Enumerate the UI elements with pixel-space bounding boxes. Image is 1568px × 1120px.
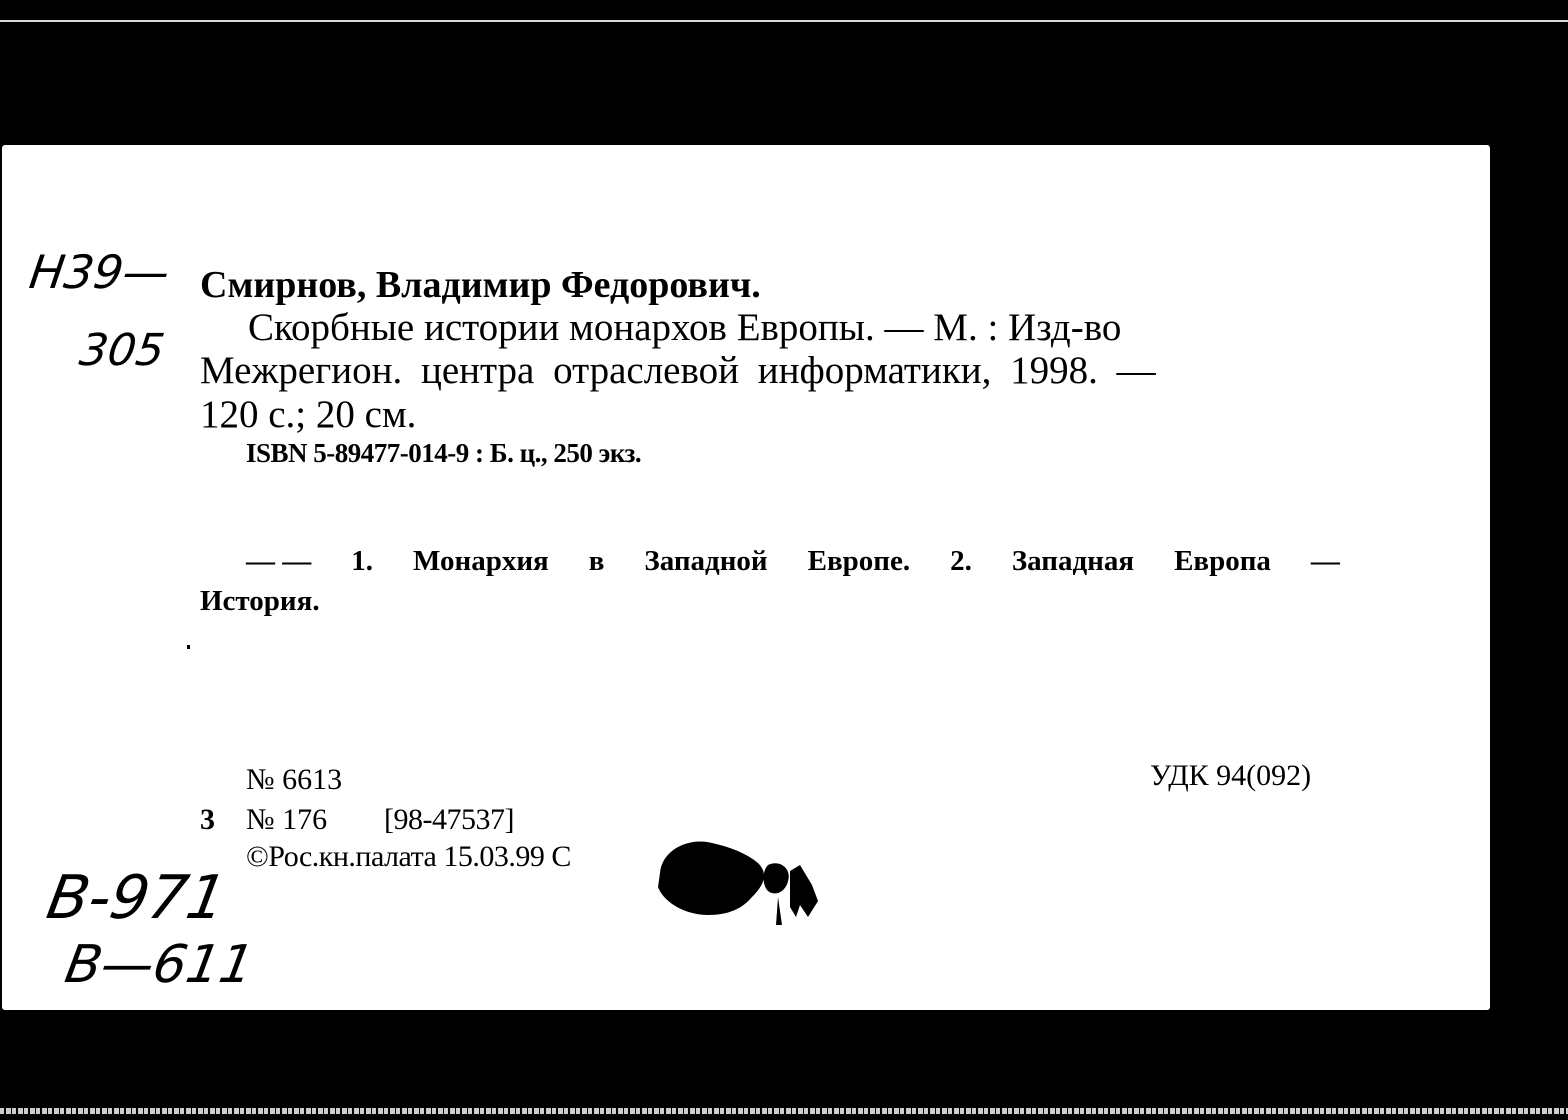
number-line-1: № 6613 [246, 763, 343, 796]
title-line [248, 305, 1346, 350]
title-text: Скорбные истории монархов Европы. — М. : Изд-во [248, 306, 1122, 349]
subject-word: Западной [644, 545, 768, 577]
handwritten-call-number-2: 305 [76, 325, 168, 376]
copyright-line: ©Рос.кн.палата 15.03.99 С [246, 840, 571, 873]
handwritten-inventory-1: В-971 [41, 863, 232, 933]
subject-word: Европе. [807, 545, 911, 577]
number-line-2-code: [98-47537] [384, 803, 514, 836]
subjects-line-2: История. [200, 585, 320, 617]
handwritten-inventory-2: В—611 [60, 935, 259, 995]
bottom-border-line [0, 1108, 1568, 1114]
number-line-2: № 176 [246, 803, 328, 836]
subject-word: Европа [1174, 545, 1271, 577]
top-border-line [0, 20, 1568, 22]
subject-word: в [588, 545, 605, 577]
subjects-dashes: — — [246, 545, 312, 577]
author-heading: Смирнов, Владимир Федорович. [200, 264, 761, 306]
subject-word: 1. [351, 545, 373, 577]
publisher-line: Межрегион. центра отраслевой информатики, 1998. — [200, 349, 1156, 392]
speck [187, 645, 190, 649]
subject-word: Западная [1011, 545, 1135, 577]
subject-word: — [1310, 545, 1340, 577]
udk-code: УДК 94(092) [1150, 759, 1312, 792]
catalog-card [2, 145, 1490, 1010]
subject-word: Монархия [413, 545, 549, 577]
extent-line: 120 с.; 20 см. [200, 393, 417, 436]
subjects-line-1 [246, 545, 1340, 578]
number-line-2-prefix: 3 [200, 803, 215, 836]
ink-blot [650, 835, 822, 927]
subject-word: 2. [950, 545, 972, 577]
isbn-line: ISBN 5-89477-014-9 : Б. ц., 250 экз. [246, 438, 642, 468]
handwritten-call-number-1: Н39— [26, 245, 173, 299]
